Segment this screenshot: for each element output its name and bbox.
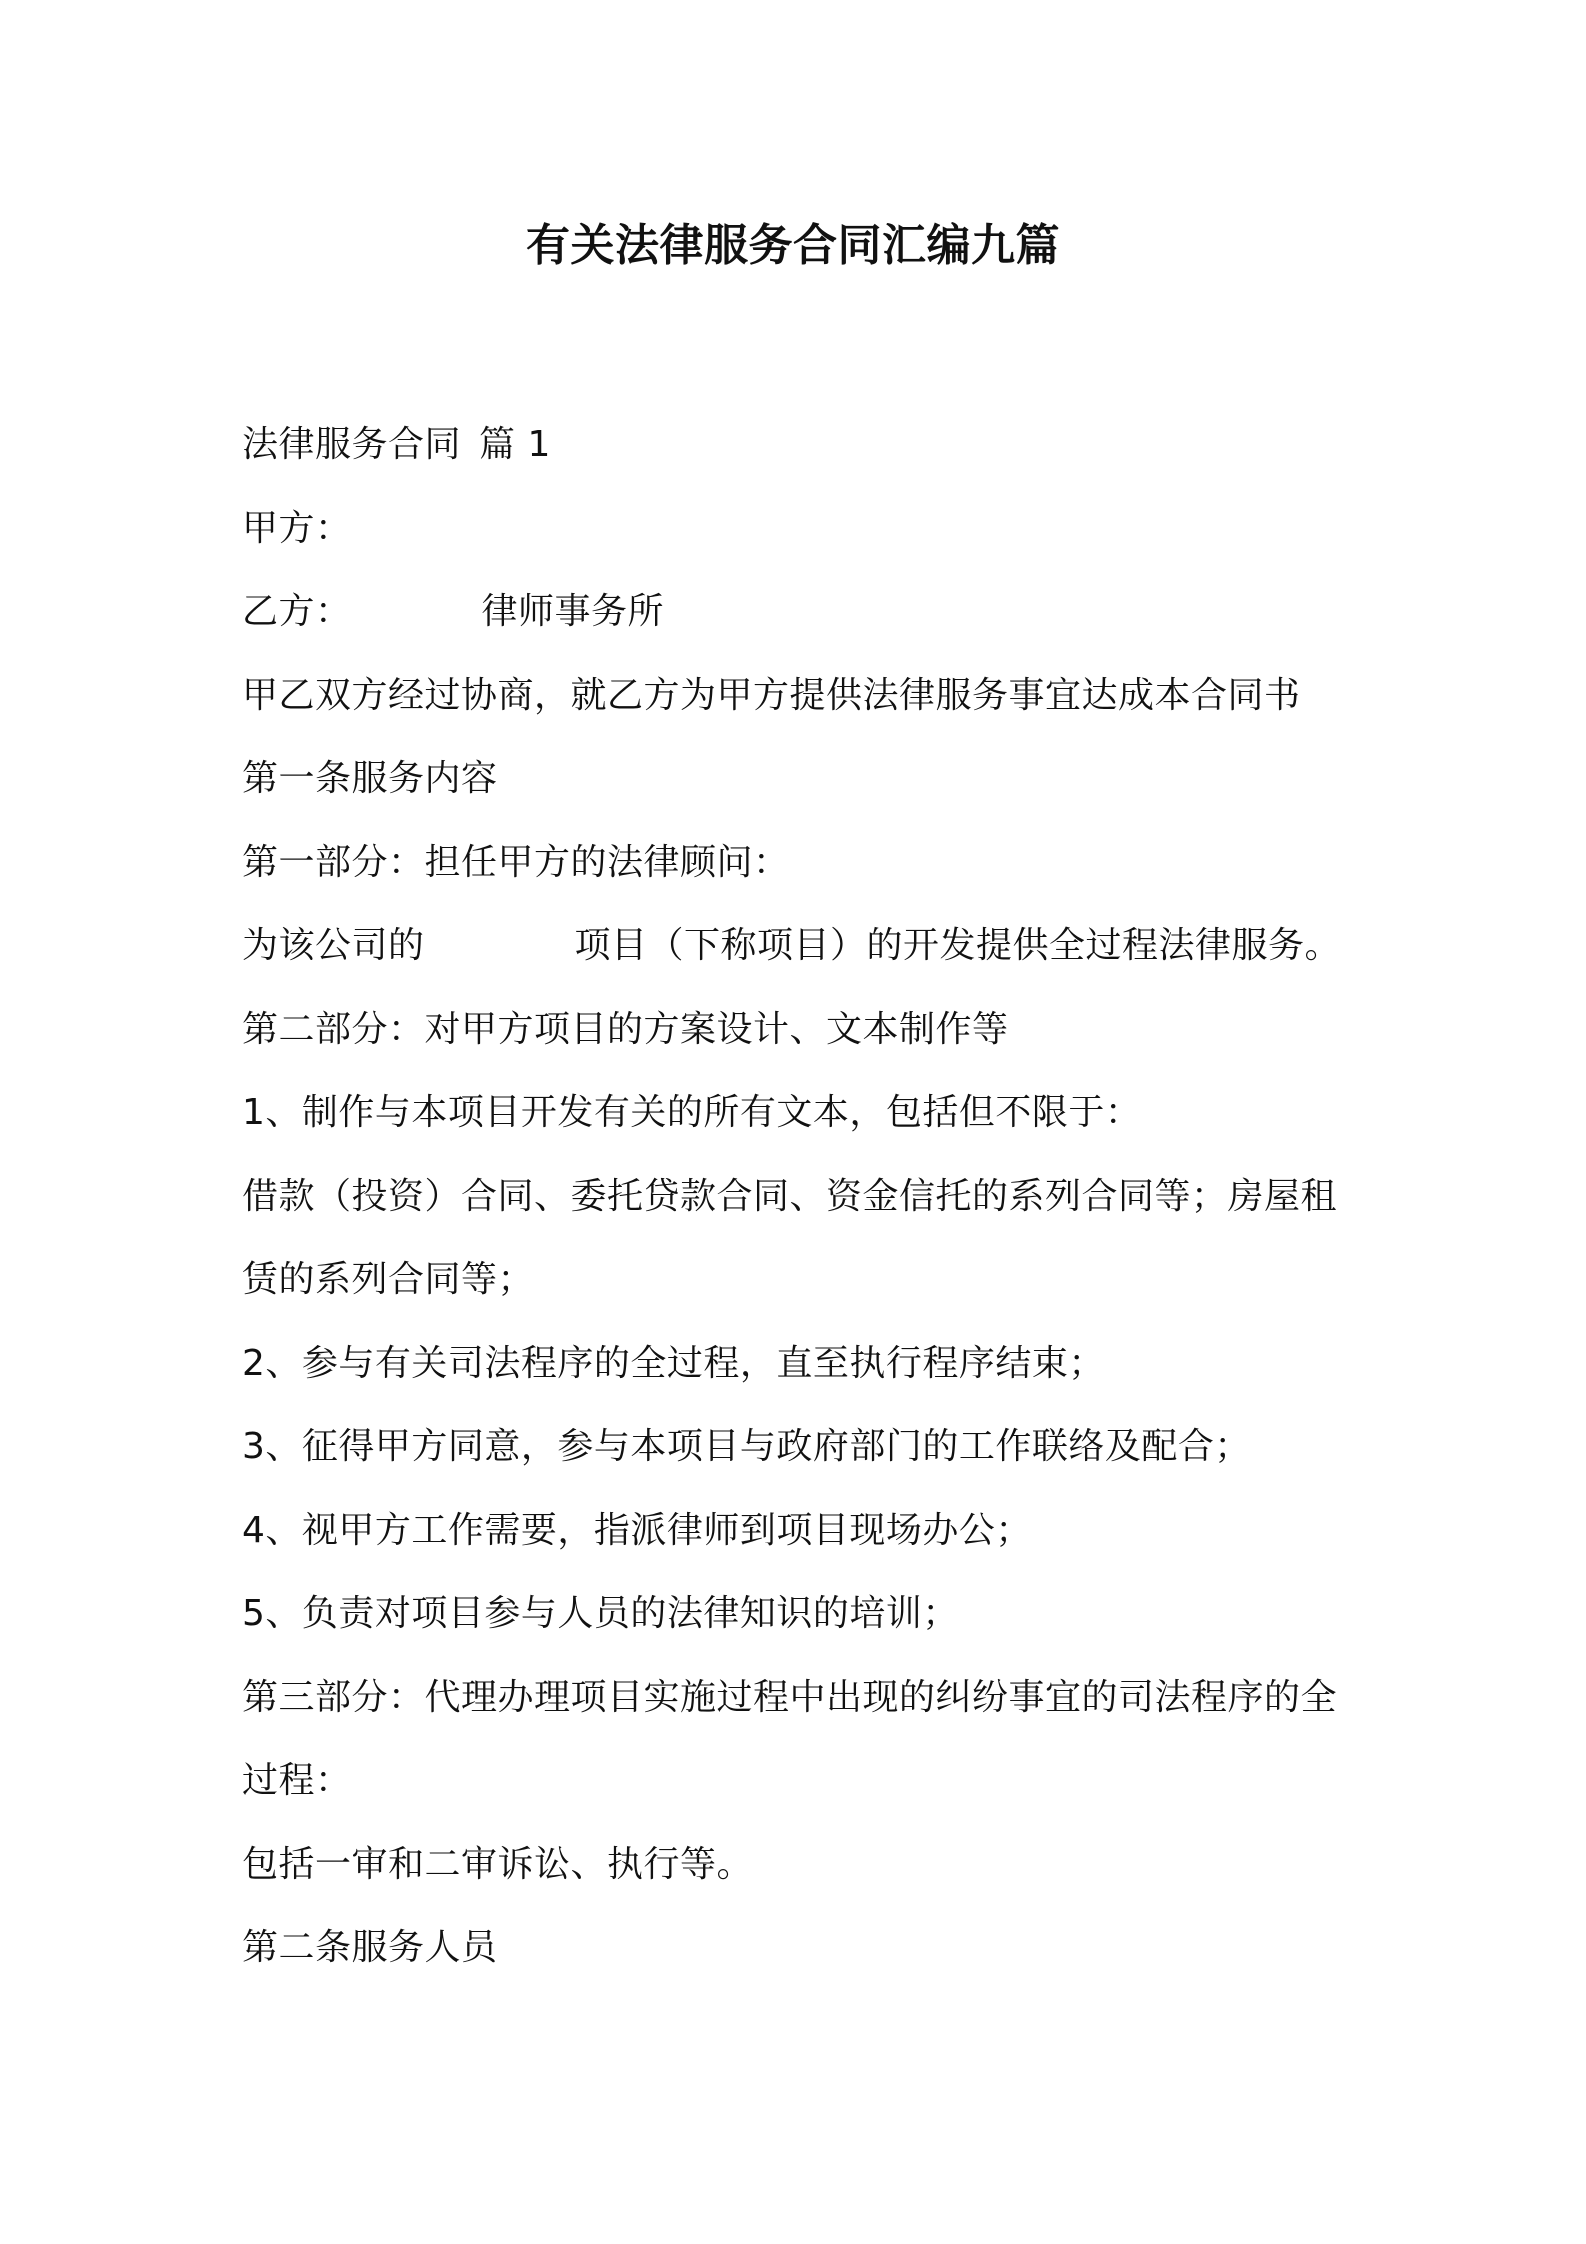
article-2-heading: 第二条服务人员 (242, 1927, 498, 1968)
list-item-1-detail-line-2: 赁的系列合同等； (242, 1259, 535, 1300)
part-2-heading: 第二部分：对甲方项目的方案设计、文本制作等 (242, 1008, 1009, 1050)
party-b-line (242, 570, 1362, 654)
part-1-body-before: 为该公司的 (242, 925, 425, 966)
section-heading (242, 403, 1362, 487)
intro-paragraph: 甲乙双方经过协商，就乙方为甲方提供法律服务事宜达成本合同书 (242, 674, 1301, 716)
part-1-heading: 第一部分：担任甲方的法律顾问： (242, 841, 790, 883)
list-item-1: 1、制作与本项目开发有关的所有文本，包括但不限于： (242, 1092, 1142, 1133)
list-item-1-detail-line-1: 借款（投资）合同、委托贷款合同、资金信托的系列合同等；房屋租 (242, 1175, 1338, 1217)
list-item-2: 2、参与有关司法程序的全过程，直至执行程序结束； (242, 1342, 1105, 1384)
list-item-3: 3、征得甲方同意，参与本项目与政府部门的工作联络及配合； (242, 1426, 1251, 1467)
part-3-body: 包括一审和二审诉讼、执行等。 (242, 1843, 754, 1885)
part-1-body-after: 项目（下称项目）的开发提供全过程法律服务。 (574, 925, 1342, 966)
article-1-heading: 第一条服务内容 (242, 758, 498, 799)
part-3-heading-line-2: 过程： (242, 1760, 352, 1801)
part-1-body (242, 904, 1362, 988)
list-item-4: 4、视甲方工作需要，指派律师到项目现场办公； (242, 1509, 1032, 1551)
list-item-5: 5、负责对项目参与人员的法律知识的培训； (242, 1593, 959, 1634)
party-b-firm: 律师事务所 (481, 591, 665, 632)
part-3-heading-line-1: 第三部分：代理办理项目实施过程中出现的纠纷事宜的司法程序的全 (242, 1676, 1338, 1718)
party-b-label: 乙方： (242, 591, 352, 632)
section-heading-part: 篇 1 (479, 424, 551, 465)
document-title: 有关法律服务合同汇编九篇 (526, 220, 1060, 271)
section-heading-label: 法律服务合同 (242, 424, 462, 465)
party-a-line: 甲方： (242, 507, 352, 549)
document-body (242, 403, 1362, 1990)
